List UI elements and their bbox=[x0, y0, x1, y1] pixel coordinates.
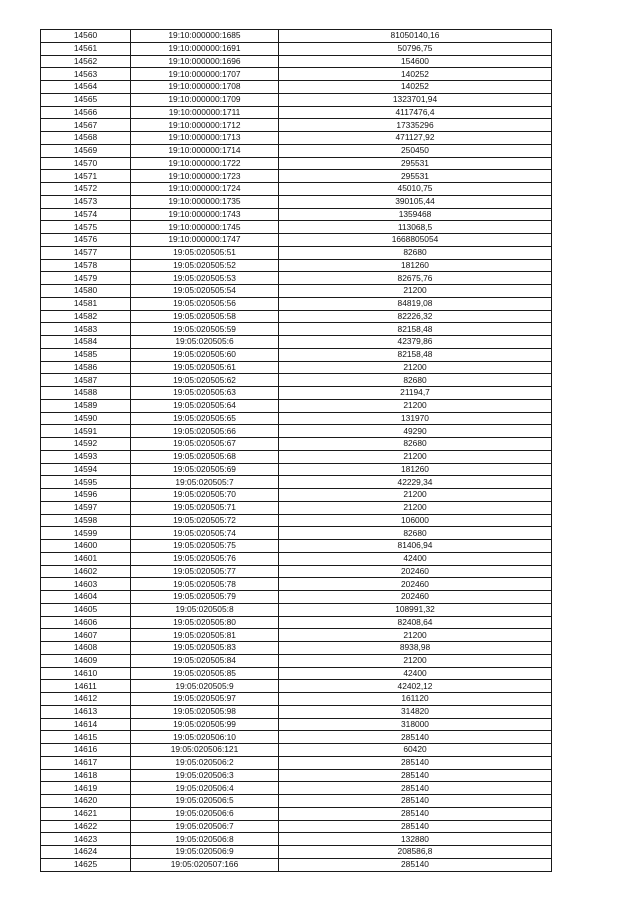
value-cell: 181260 bbox=[279, 463, 552, 476]
row-number-cell: 14617 bbox=[41, 756, 131, 769]
cadastral-number-cell: 19:05:020505:61 bbox=[131, 361, 279, 374]
row-number-cell: 14597 bbox=[41, 501, 131, 514]
table-row bbox=[41, 795, 552, 808]
table-row bbox=[41, 565, 552, 578]
row-number-cell: 14570 bbox=[41, 157, 131, 170]
table-row bbox=[41, 221, 552, 234]
cadastral-number-cell: 19:05:020505:69 bbox=[131, 463, 279, 476]
value-cell: 21200 bbox=[279, 399, 552, 412]
row-number-cell: 14604 bbox=[41, 591, 131, 604]
value-cell: 82680 bbox=[279, 246, 552, 259]
cadastral-number-cell: 19:05:020505:84 bbox=[131, 654, 279, 667]
table-row bbox=[41, 399, 552, 412]
cadastral-number-cell: 19:10:000000:1723 bbox=[131, 170, 279, 183]
cadastral-number-cell: 19:05:020506:10 bbox=[131, 731, 279, 744]
cadastral-number-cell: 19:05:020506:3 bbox=[131, 769, 279, 782]
cadastral-number-cell: 19:10:000000:1696 bbox=[131, 55, 279, 68]
row-number-cell: 14567 bbox=[41, 119, 131, 132]
row-number-cell: 14610 bbox=[41, 667, 131, 680]
value-cell: 42402,12 bbox=[279, 680, 552, 693]
table-row bbox=[41, 514, 552, 527]
table-row bbox=[41, 591, 552, 604]
cadastral-number-cell: 19:05:020505:58 bbox=[131, 310, 279, 323]
table-row bbox=[41, 654, 552, 667]
cadastral-number-cell: 19:10:000000:1743 bbox=[131, 208, 279, 221]
table-row bbox=[41, 387, 552, 400]
table-row bbox=[41, 705, 552, 718]
cadastral-number-cell: 19:05:020505:79 bbox=[131, 591, 279, 604]
value-cell: 318000 bbox=[279, 718, 552, 731]
value-cell: 82680 bbox=[279, 527, 552, 540]
row-number-cell: 14587 bbox=[41, 374, 131, 387]
value-cell: 285140 bbox=[279, 858, 552, 871]
value-cell: 8938,98 bbox=[279, 642, 552, 655]
cadastral-number-cell: 19:05:020506:121 bbox=[131, 744, 279, 757]
cadastral-number-cell: 19:05:020505:78 bbox=[131, 578, 279, 591]
cadastral-number-cell: 19:10:000000:1713 bbox=[131, 132, 279, 145]
cadastral-number-cell: 19:10:000000:1745 bbox=[131, 221, 279, 234]
table-row bbox=[41, 348, 552, 361]
value-cell: 161120 bbox=[279, 693, 552, 706]
value-cell: 314820 bbox=[279, 705, 552, 718]
table-row bbox=[41, 693, 552, 706]
cadastral-value-table bbox=[40, 29, 552, 872]
value-cell: 132880 bbox=[279, 833, 552, 846]
value-cell: 81050140,16 bbox=[279, 30, 552, 43]
table-row bbox=[41, 157, 552, 170]
value-cell: 181260 bbox=[279, 259, 552, 272]
row-number-cell: 14619 bbox=[41, 782, 131, 795]
row-number-cell: 14598 bbox=[41, 514, 131, 527]
value-cell: 285140 bbox=[279, 820, 552, 833]
value-cell: 1323701,94 bbox=[279, 93, 552, 106]
row-number-cell: 14608 bbox=[41, 642, 131, 655]
row-number-cell: 14564 bbox=[41, 81, 131, 94]
row-number-cell: 14573 bbox=[41, 195, 131, 208]
table-row bbox=[41, 208, 552, 221]
table-row bbox=[41, 629, 552, 642]
table-row bbox=[41, 858, 552, 871]
value-cell: 390105,44 bbox=[279, 195, 552, 208]
table-row bbox=[41, 106, 552, 119]
table-row bbox=[41, 55, 552, 68]
value-cell: 202460 bbox=[279, 565, 552, 578]
value-cell: 1668805054 bbox=[279, 234, 552, 247]
row-number-cell: 14623 bbox=[41, 833, 131, 846]
cadastral-number-cell: 19:05:020505:64 bbox=[131, 399, 279, 412]
cadastral-number-cell: 19:05:020507:166 bbox=[131, 858, 279, 871]
value-cell: 82675,76 bbox=[279, 272, 552, 285]
cadastral-number-cell: 19:05:020506:6 bbox=[131, 807, 279, 820]
cadastral-number-cell: 19:10:000000:1709 bbox=[131, 93, 279, 106]
value-cell: 285140 bbox=[279, 731, 552, 744]
row-number-cell: 14589 bbox=[41, 399, 131, 412]
value-cell: 82158,48 bbox=[279, 348, 552, 361]
table-row bbox=[41, 30, 552, 43]
value-cell: 4117476,4 bbox=[279, 106, 552, 119]
value-cell: 45010,75 bbox=[279, 183, 552, 196]
row-number-cell: 14600 bbox=[41, 540, 131, 553]
cadastral-number-cell: 19:05:020505:9 bbox=[131, 680, 279, 693]
table-row bbox=[41, 412, 552, 425]
table-row bbox=[41, 642, 552, 655]
cadastral-number-cell: 19:10:000000:1711 bbox=[131, 106, 279, 119]
table-row bbox=[41, 374, 552, 387]
value-cell: 21200 bbox=[279, 361, 552, 374]
table-row bbox=[41, 731, 552, 744]
row-number-cell: 14620 bbox=[41, 795, 131, 808]
cadastral-number-cell: 19:05:020506:7 bbox=[131, 820, 279, 833]
table-row bbox=[41, 438, 552, 451]
cadastral-number-cell: 19:05:020505:66 bbox=[131, 425, 279, 438]
table-row bbox=[41, 807, 552, 820]
value-cell: 17335296 bbox=[279, 119, 552, 132]
cadastral-number-cell: 19:10:000000:1747 bbox=[131, 234, 279, 247]
row-number-cell: 14576 bbox=[41, 234, 131, 247]
cadastral-number-cell: 19:10:000000:1691 bbox=[131, 42, 279, 55]
value-cell: 82680 bbox=[279, 374, 552, 387]
row-number-cell: 14625 bbox=[41, 858, 131, 871]
value-cell: 49290 bbox=[279, 425, 552, 438]
value-cell: 140252 bbox=[279, 81, 552, 94]
table-row bbox=[41, 489, 552, 502]
value-cell: 21200 bbox=[279, 285, 552, 298]
value-cell: 81406,94 bbox=[279, 540, 552, 553]
value-cell: 21200 bbox=[279, 654, 552, 667]
table-row bbox=[41, 501, 552, 514]
table-row bbox=[41, 323, 552, 336]
row-number-cell: 14602 bbox=[41, 565, 131, 578]
row-number-cell: 14607 bbox=[41, 629, 131, 642]
table-row bbox=[41, 81, 552, 94]
row-number-cell: 14624 bbox=[41, 846, 131, 859]
row-number-cell: 14561 bbox=[41, 42, 131, 55]
row-number-cell: 14594 bbox=[41, 463, 131, 476]
table-row bbox=[41, 680, 552, 693]
table-row bbox=[41, 285, 552, 298]
value-cell: 21200 bbox=[279, 501, 552, 514]
cadastral-number-cell: 19:05:020505:99 bbox=[131, 718, 279, 731]
value-cell: 285140 bbox=[279, 782, 552, 795]
cadastral-number-cell: 19:05:020505:80 bbox=[131, 616, 279, 629]
value-cell: 285140 bbox=[279, 807, 552, 820]
row-number-cell: 14588 bbox=[41, 387, 131, 400]
row-number-cell: 14566 bbox=[41, 106, 131, 119]
row-number-cell: 14614 bbox=[41, 718, 131, 731]
cadastral-number-cell: 19:10:000000:1724 bbox=[131, 183, 279, 196]
cadastral-number-cell: 19:10:000000:1722 bbox=[131, 157, 279, 170]
table-row bbox=[41, 119, 552, 132]
value-cell: 295531 bbox=[279, 157, 552, 170]
cadastral-number-cell: 19:05:020506:4 bbox=[131, 782, 279, 795]
row-number-cell: 14583 bbox=[41, 323, 131, 336]
cadastral-number-cell: 19:10:000000:1712 bbox=[131, 119, 279, 132]
cadastral-number-cell: 19:05:020505:60 bbox=[131, 348, 279, 361]
row-number-cell: 14568 bbox=[41, 132, 131, 145]
row-number-cell: 14578 bbox=[41, 259, 131, 272]
value-cell: 1359468 bbox=[279, 208, 552, 221]
value-cell: 21200 bbox=[279, 489, 552, 502]
value-cell: 250450 bbox=[279, 144, 552, 157]
table-row bbox=[41, 297, 552, 310]
table-row bbox=[41, 272, 552, 285]
row-number-cell: 14621 bbox=[41, 807, 131, 820]
row-number-cell: 14585 bbox=[41, 348, 131, 361]
table-row bbox=[41, 578, 552, 591]
row-number-cell: 14580 bbox=[41, 285, 131, 298]
row-number-cell: 14603 bbox=[41, 578, 131, 591]
row-number-cell: 14571 bbox=[41, 170, 131, 183]
cadastral-number-cell: 19:10:000000:1708 bbox=[131, 81, 279, 94]
row-number-cell: 14569 bbox=[41, 144, 131, 157]
value-cell: 82226,32 bbox=[279, 310, 552, 323]
table-row bbox=[41, 552, 552, 565]
cadastral-number-cell: 19:05:020506:8 bbox=[131, 833, 279, 846]
table-row bbox=[41, 183, 552, 196]
value-cell: 202460 bbox=[279, 591, 552, 604]
table-row bbox=[41, 820, 552, 833]
row-number-cell: 14615 bbox=[41, 731, 131, 744]
row-number-cell: 14579 bbox=[41, 272, 131, 285]
value-cell: 202460 bbox=[279, 578, 552, 591]
row-number-cell: 14563 bbox=[41, 68, 131, 81]
value-cell: 113068,5 bbox=[279, 221, 552, 234]
cadastral-number-cell: 19:05:020505:52 bbox=[131, 259, 279, 272]
row-number-cell: 14577 bbox=[41, 246, 131, 259]
cadastral-number-cell: 19:05:020506:9 bbox=[131, 846, 279, 859]
value-cell: 108991,32 bbox=[279, 603, 552, 616]
value-cell: 21200 bbox=[279, 450, 552, 463]
value-cell: 140252 bbox=[279, 68, 552, 81]
table-row bbox=[41, 744, 552, 757]
value-cell: 42229,34 bbox=[279, 476, 552, 489]
cadastral-number-cell: 19:05:020505:68 bbox=[131, 450, 279, 463]
table-row bbox=[41, 846, 552, 859]
cadastral-number-cell: 19:05:020505:54 bbox=[131, 285, 279, 298]
table-row bbox=[41, 667, 552, 680]
row-number-cell: 14590 bbox=[41, 412, 131, 425]
table-row bbox=[41, 425, 552, 438]
cadastral-number-cell: 19:05:020505:59 bbox=[131, 323, 279, 336]
cadastral-number-cell: 19:05:020505:65 bbox=[131, 412, 279, 425]
table-row bbox=[41, 246, 552, 259]
row-number-cell: 14611 bbox=[41, 680, 131, 693]
table-row bbox=[41, 132, 552, 145]
cadastral-number-cell: 19:05:020505:97 bbox=[131, 693, 279, 706]
value-cell: 295531 bbox=[279, 170, 552, 183]
value-cell: 21194,7 bbox=[279, 387, 552, 400]
table-row bbox=[41, 756, 552, 769]
value-cell: 285140 bbox=[279, 756, 552, 769]
cadastral-number-cell: 19:10:000000:1735 bbox=[131, 195, 279, 208]
table-row bbox=[41, 476, 552, 489]
row-number-cell: 14586 bbox=[41, 361, 131, 374]
value-cell: 208586,8 bbox=[279, 846, 552, 859]
row-number-cell: 14595 bbox=[41, 476, 131, 489]
value-cell: 82680 bbox=[279, 438, 552, 451]
value-cell: 42400 bbox=[279, 667, 552, 680]
value-cell: 42400 bbox=[279, 552, 552, 565]
table-row bbox=[41, 616, 552, 629]
cadastral-number-cell: 19:05:020505:70 bbox=[131, 489, 279, 502]
row-number-cell: 14562 bbox=[41, 55, 131, 68]
table-body bbox=[41, 30, 552, 872]
cadastral-number-cell: 19:05:020505:53 bbox=[131, 272, 279, 285]
table-row bbox=[41, 527, 552, 540]
value-cell: 50796,75 bbox=[279, 42, 552, 55]
table-row bbox=[41, 603, 552, 616]
cadastral-number-cell: 19:05:020505:98 bbox=[131, 705, 279, 718]
cadastral-number-cell: 19:05:020505:67 bbox=[131, 438, 279, 451]
cadastral-number-cell: 19:05:020505:62 bbox=[131, 374, 279, 387]
table-row bbox=[41, 195, 552, 208]
cadastral-number-cell: 19:05:020505:7 bbox=[131, 476, 279, 489]
cadastral-number-cell: 19:05:020505:74 bbox=[131, 527, 279, 540]
table-row bbox=[41, 463, 552, 476]
cadastral-number-cell: 19:10:000000:1685 bbox=[131, 30, 279, 43]
table-row bbox=[41, 170, 552, 183]
table-row bbox=[41, 833, 552, 846]
cadastral-number-cell: 19:05:020505:75 bbox=[131, 540, 279, 553]
cadastral-number-cell: 19:05:020505:51 bbox=[131, 246, 279, 259]
cadastral-number-cell: 19:05:020505:85 bbox=[131, 667, 279, 680]
table-row bbox=[41, 361, 552, 374]
cadastral-number-cell: 19:05:020505:81 bbox=[131, 629, 279, 642]
table-row bbox=[41, 718, 552, 731]
value-cell: 21200 bbox=[279, 629, 552, 642]
row-number-cell: 14605 bbox=[41, 603, 131, 616]
value-cell: 42379,86 bbox=[279, 336, 552, 349]
row-number-cell: 14591 bbox=[41, 425, 131, 438]
cadastral-number-cell: 19:05:020505:72 bbox=[131, 514, 279, 527]
value-cell: 82158,48 bbox=[279, 323, 552, 336]
table-row bbox=[41, 93, 552, 106]
value-cell: 84819,08 bbox=[279, 297, 552, 310]
table-row bbox=[41, 336, 552, 349]
row-number-cell: 14575 bbox=[41, 221, 131, 234]
cadastral-number-cell: 19:05:020505:6 bbox=[131, 336, 279, 349]
table-row bbox=[41, 540, 552, 553]
table-row bbox=[41, 234, 552, 247]
row-number-cell: 14618 bbox=[41, 769, 131, 782]
value-cell: 106000 bbox=[279, 514, 552, 527]
row-number-cell: 14560 bbox=[41, 30, 131, 43]
row-number-cell: 14565 bbox=[41, 93, 131, 106]
row-number-cell: 14609 bbox=[41, 654, 131, 667]
cadastral-number-cell: 19:10:000000:1714 bbox=[131, 144, 279, 157]
row-number-cell: 14596 bbox=[41, 489, 131, 502]
table-row bbox=[41, 144, 552, 157]
value-cell: 131970 bbox=[279, 412, 552, 425]
table-row bbox=[41, 310, 552, 323]
row-number-cell: 14613 bbox=[41, 705, 131, 718]
table-row bbox=[41, 769, 552, 782]
cadastral-number-cell: 19:05:020505:56 bbox=[131, 297, 279, 310]
row-number-cell: 14612 bbox=[41, 693, 131, 706]
value-cell: 60420 bbox=[279, 744, 552, 757]
table-row bbox=[41, 450, 552, 463]
row-number-cell: 14582 bbox=[41, 310, 131, 323]
value-cell: 154600 bbox=[279, 55, 552, 68]
table-row bbox=[41, 782, 552, 795]
row-number-cell: 14599 bbox=[41, 527, 131, 540]
cadastral-number-cell: 19:05:020506:5 bbox=[131, 795, 279, 808]
value-cell: 471127,92 bbox=[279, 132, 552, 145]
cadastral-number-cell: 19:05:020505:63 bbox=[131, 387, 279, 400]
cadastral-number-cell: 19:05:020505:8 bbox=[131, 603, 279, 616]
cadastral-number-cell: 19:05:020505:77 bbox=[131, 565, 279, 578]
table-row bbox=[41, 68, 552, 81]
row-number-cell: 14622 bbox=[41, 820, 131, 833]
row-number-cell: 14593 bbox=[41, 450, 131, 463]
cadastral-number-cell: 19:05:020506:2 bbox=[131, 756, 279, 769]
cadastral-number-cell: 19:10:000000:1707 bbox=[131, 68, 279, 81]
table-row bbox=[41, 42, 552, 55]
row-number-cell: 14601 bbox=[41, 552, 131, 565]
value-cell: 82408,64 bbox=[279, 616, 552, 629]
table-row bbox=[41, 259, 552, 272]
row-number-cell: 14606 bbox=[41, 616, 131, 629]
cadastral-number-cell: 19:05:020505:83 bbox=[131, 642, 279, 655]
cadastral-number-cell: 19:05:020505:76 bbox=[131, 552, 279, 565]
row-number-cell: 14584 bbox=[41, 336, 131, 349]
value-cell: 285140 bbox=[279, 795, 552, 808]
row-number-cell: 14574 bbox=[41, 208, 131, 221]
value-cell: 285140 bbox=[279, 769, 552, 782]
row-number-cell: 14581 bbox=[41, 297, 131, 310]
row-number-cell: 14592 bbox=[41, 438, 131, 451]
row-number-cell: 14572 bbox=[41, 183, 131, 196]
row-number-cell: 14616 bbox=[41, 744, 131, 757]
cadastral-number-cell: 19:05:020505:71 bbox=[131, 501, 279, 514]
